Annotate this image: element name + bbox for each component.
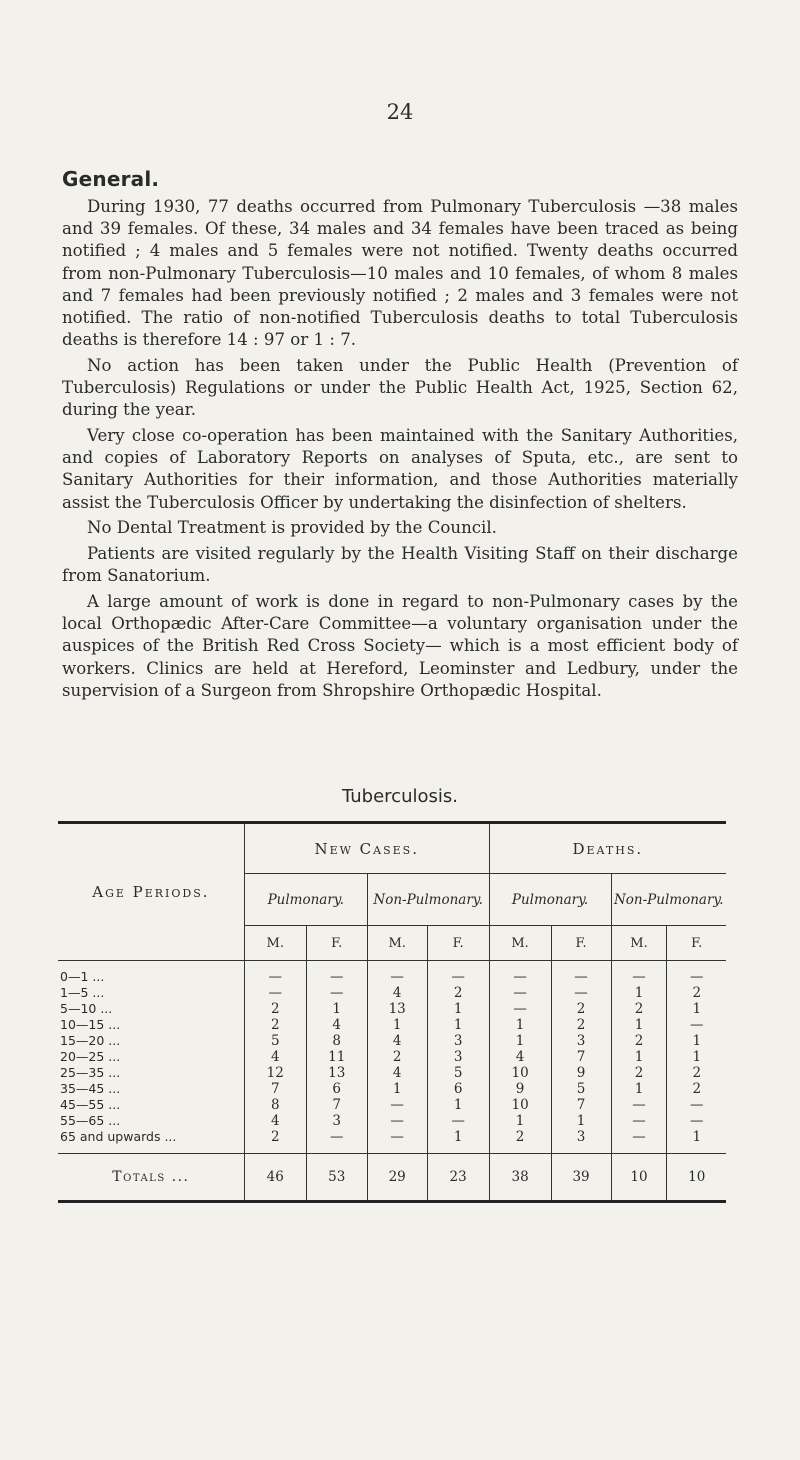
count-cell: 1 — [692, 1001, 702, 1017]
count-cell: — — [367, 1113, 427, 1129]
count-cell: 6 — [427, 1081, 489, 1097]
count-cell: — — [611, 969, 667, 985]
section-heading: General. — [62, 167, 160, 191]
count-cell: — — [244, 985, 306, 1001]
count-cell: 1 — [692, 1033, 702, 1049]
count-cell: 1 — [306, 1001, 367, 1017]
totals-row — [58, 1154, 726, 1202]
table-row — [58, 1017, 726, 1033]
count-cell: 2 — [244, 1001, 306, 1017]
count-cell: — — [306, 969, 367, 985]
count-cell: 1 — [551, 1113, 611, 1129]
total-cell: 10 — [667, 1154, 726, 1202]
tuberculosis-table — [58, 821, 726, 1203]
count-cell: 4 — [244, 1049, 306, 1065]
count-cell: 2 — [244, 1017, 306, 1033]
count-cell: 5 — [427, 1065, 489, 1081]
count-cell: 5 — [551, 1081, 611, 1097]
count-cell: — — [489, 1001, 551, 1017]
count-cell: 7 — [244, 1081, 306, 1097]
table-row — [58, 1033, 726, 1049]
count-cell: 2 — [489, 1129, 551, 1145]
count-cell: 7 — [551, 1097, 611, 1113]
count-cell: 4 — [367, 985, 427, 1001]
count-cell: 10 — [489, 1097, 551, 1113]
count-cell: 2 — [244, 1129, 306, 1145]
page-number: 24 — [386, 100, 414, 124]
count-cell: 1 — [489, 1113, 551, 1129]
count-cell: 5 — [244, 1033, 306, 1049]
table-row — [58, 1049, 726, 1065]
totals-label: Totals ... — [58, 1154, 244, 1202]
count-cell: — — [427, 969, 489, 985]
age-period-cell: 45—55 ... — [58, 1097, 244, 1113]
count-cell: — — [489, 985, 551, 1001]
col-header-m: M. — [367, 926, 427, 961]
count-cell: 1 — [611, 985, 667, 1001]
age-period-cell: 0—1 ... — [58, 969, 244, 985]
count-cell: 8 — [306, 1033, 367, 1049]
count-cell: — — [551, 985, 611, 1001]
count-cell: 1 — [427, 1097, 489, 1113]
col-header-m: M. — [611, 926, 667, 961]
count-cell: — — [611, 1113, 667, 1129]
count-cell: — — [306, 985, 367, 1001]
count-cell: — — [367, 1097, 427, 1113]
col-header-m: M. — [244, 926, 306, 961]
count-cell: — — [551, 969, 611, 985]
table-row — [58, 985, 726, 1001]
count-cell: 11 — [306, 1049, 367, 1065]
count-cell: 8 — [244, 1097, 306, 1113]
count-cell: 9 — [551, 1065, 611, 1081]
count-cell: 3 — [427, 1049, 489, 1065]
paragraph: Very close co-operation has been maintained with the Sanitary Authorities, and copies of Laboratory Reports on analyses of Sputa, etc., are sent to Sanitary Authorities for their information, and those Authorities materially assist the Tuberculosis Officer by undertaking the disinfection of shelters. — [62, 426, 738, 512]
age-period-cell: 25—35 ... — [58, 1065, 244, 1081]
count-cell: 1 — [611, 1049, 667, 1065]
count-cell: 9 — [489, 1081, 551, 1097]
count-cell: 2 — [551, 1001, 611, 1017]
col-header-f: F. — [551, 926, 611, 961]
count-cell: 1 — [427, 1001, 489, 1017]
body-text — [62, 196, 738, 705]
total-cell: 53 — [306, 1154, 367, 1202]
total-cell: 29 — [367, 1154, 427, 1202]
count-cell: 1 — [367, 1017, 427, 1033]
count-cell: 4 — [306, 1017, 367, 1033]
col-header-m: M. — [489, 926, 551, 961]
count-cell: — — [611, 1097, 667, 1113]
table-row — [58, 1097, 726, 1113]
age-period-cell: 35—45 ... — [58, 1081, 244, 1097]
paragraph: During 1930, 77 deaths occurred from Pulmonary Tuberculosis —38 males and 39 females. Of these, 34 males and 34 females have been traced as being notified ; 4 males and 5 females were not notified. Twenty deaths occurred from non-Pulmonary Tuberculosis—10 males and 10 females, of whom 8 males and 7 females had been previously notified ; 2 males and 3 females were not notified. The ratio of non-notified Tuberculosis deaths to total Tuberculosis deaths is therefore 14 : 97 or 1 : 7. — [62, 197, 738, 350]
count-cell: — — [367, 969, 427, 985]
count-cell: — — [244, 969, 306, 985]
count-cell: 4 — [489, 1049, 551, 1065]
count-cell: 2 — [427, 985, 489, 1001]
count-cell: — — [689, 1017, 704, 1033]
count-cell: 2 — [367, 1049, 427, 1065]
count-cell: — — [689, 969, 704, 985]
table-row — [58, 1001, 726, 1017]
paragraph: No Dental Treatment is provided by the Council. — [87, 518, 497, 538]
age-period-cell: 5—10 ... — [58, 1001, 244, 1017]
total-cell: 39 — [551, 1154, 611, 1202]
count-cell: 2 — [551, 1017, 611, 1033]
count-cell: — — [611, 1129, 667, 1145]
age-period-cell: 20—25 ... — [58, 1049, 244, 1065]
count-cell: 7 — [306, 1097, 367, 1113]
count-cell: 3 — [427, 1033, 489, 1049]
table-row — [58, 1065, 726, 1081]
count-cell: 10 — [489, 1065, 551, 1081]
count-cell: 1 — [611, 1017, 667, 1033]
age-period-cell: 65 and upwards ... — [58, 1129, 244, 1145]
count-cell: 6 — [306, 1081, 367, 1097]
count-cell: 1 — [692, 1129, 702, 1145]
count-cell: — — [689, 1113, 704, 1129]
count-cell: 12 — [244, 1065, 306, 1081]
count-cell: 2 — [692, 1081, 702, 1097]
count-cell: 13 — [306, 1065, 367, 1081]
count-cell: 3 — [306, 1113, 367, 1129]
count-cell: 13 — [367, 1001, 427, 1017]
col-header-f: F. — [306, 926, 367, 961]
count-cell: — — [306, 1129, 367, 1145]
total-cell: 38 — [489, 1154, 551, 1202]
deaths-header: Deaths. — [489, 823, 726, 874]
count-cell: 4 — [244, 1113, 306, 1129]
paragraph: Patients are visited regularly by the Health Visiting Staff on their discharge from Sanatorium. — [62, 544, 738, 586]
total-cell: 23 — [427, 1154, 489, 1202]
table-row — [58, 1129, 726, 1145]
count-cell: 1 — [427, 1017, 489, 1033]
table-row — [58, 969, 726, 985]
new-non-pulmonary-header: Non-Pulmonary. — [367, 874, 489, 926]
count-cell: 2 — [611, 1065, 667, 1081]
count-cell: — — [427, 1113, 489, 1129]
new-pulmonary-header: Pulmonary. — [244, 874, 367, 926]
count-cell: 1 — [367, 1081, 427, 1097]
age-period-cell: 10—15 ... — [58, 1017, 244, 1033]
table-row — [58, 1081, 726, 1097]
col-header-f: F. — [427, 926, 489, 961]
count-cell: 4 — [367, 1065, 427, 1081]
count-cell: — — [689, 1097, 704, 1113]
count-cell: 1 — [692, 1049, 702, 1065]
count-cell: 1 — [489, 1017, 551, 1033]
count-cell: 2 — [692, 985, 702, 1001]
age-period-cell: 55—65 ... — [58, 1113, 244, 1129]
table-row — [58, 1113, 726, 1129]
total-cell: 10 — [611, 1154, 667, 1202]
count-cell: — — [367, 1129, 427, 1145]
count-cell: 2 — [611, 1001, 667, 1017]
age-period-cell: 15—20 ... — [58, 1033, 244, 1049]
deaths-non-pulmonary-header: Non-Pulmonary. — [611, 874, 726, 926]
count-cell: 7 — [551, 1049, 611, 1065]
count-cell: 1 — [489, 1033, 551, 1049]
count-cell: — — [489, 969, 551, 985]
age-period-cell: 1—5 ... — [58, 985, 244, 1001]
col-header-f: F. — [691, 935, 703, 951]
count-cell: 2 — [611, 1033, 667, 1049]
table-title: Tuberculosis. — [342, 786, 458, 807]
new-cases-header: New Cases. — [244, 823, 489, 874]
count-cell: 4 — [367, 1033, 427, 1049]
deaths-pulmonary-header: Pulmonary. — [489, 874, 611, 926]
total-cell: 46 — [244, 1154, 306, 1202]
age-periods-header: Age Periods. — [58, 823, 244, 961]
count-cell: 1 — [611, 1081, 667, 1097]
count-cell: 1 — [427, 1129, 489, 1145]
count-cell: 3 — [551, 1033, 611, 1049]
paragraph: No action has been taken under the Public Health (Prevention of Tuberculosis) Regulations or under the Public Health Act, 1925, Section 62, during the year. — [62, 355, 738, 420]
count-cell: 2 — [692, 1065, 702, 1081]
count-cell: 3 — [551, 1129, 611, 1145]
paragraph: A large amount of work is done in regard to non-Pulmonary cases by the local Orthopædic After-Care Committee—a voluntary organisation under the auspices of the British Red Cross Society— which is a most efficient body of workers. Clinics are held at Hereford, Leominster and Ledbury, under the supervision of a Surgeon from Shropshire Orthopædic Hospital. — [62, 591, 738, 700]
